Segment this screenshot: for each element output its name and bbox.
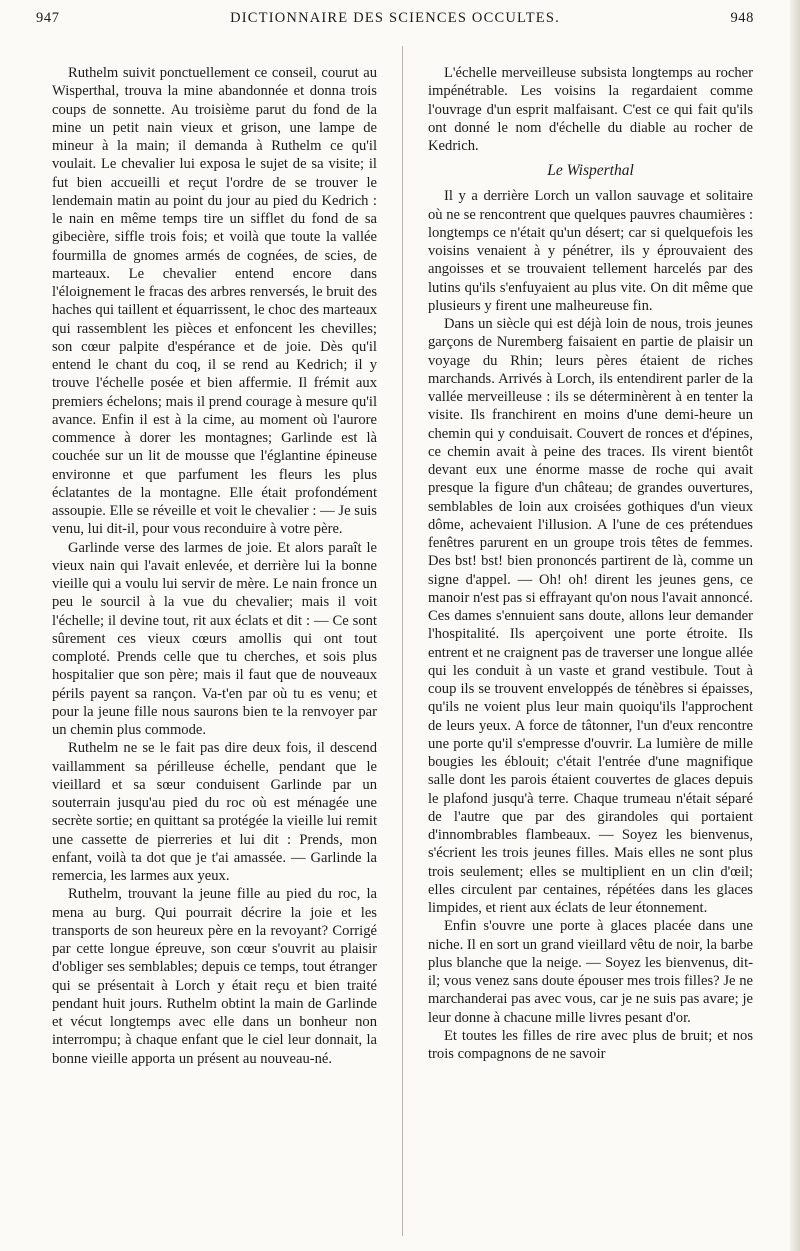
left-column bbox=[52, 64, 377, 1068]
paragraph: Il y a derrière Lorch un vallon sauvage et solitaire où ne se rencontrent que quelques pauvres chaumières : longtemps ce n'était qu'un désert; car si quelquefois les voisins venaient à y pénétrer, ils y éprouvaient des angoisses et se trouvaient tellement harcelés par des lutins qu'ils s'enfuyaient au plus vite. On dit même que plusieurs y firent une malheureuse fin. bbox=[428, 188, 753, 314]
right-column bbox=[428, 64, 753, 1063]
page-number-right: 948 bbox=[730, 10, 754, 26]
page-header bbox=[36, 10, 754, 34]
paragraph: Enfin s'ouvre une porte à glaces placée dans une niche. Il en sort un grand vieillard vêtu de noir, la barbe plus blanche que la neige. — Soyez les bienvenus, dit-il; vous venez sans doute épouser mes trois filles? Je ne marchanderai pas avec vous, car je ne suis pas avare; je leur donne à chacune mille livres pesant d'or. bbox=[428, 918, 753, 1026]
page-number-left: 947 bbox=[36, 10, 60, 26]
paragraph: Ruthelm, trouvant la jeune fille au pied du roc, la mena au burg. Qui pourrait décrire la joie et les transports de son heureux père en la revoyant? Corrigé par cette longue épreuve, son cœur s'ouvrit au plaisir d'obliger ses semblables; depuis ce temps, tout étranger qui se présentait à Lorch y était reçu et bien traité pendant huit jours. Ruthelm obtint la main de Garlinde et vécut longtemps avec elle dans un bonheur non interrompu; à chaque enfant que le ciel leur donnait, la bonne vieille apporta un présent au nouveau-né. bbox=[52, 886, 377, 1067]
paragraph: Et toutes les filles de rire avec plus de bruit; et nos trois compagnons de ne savoir bbox=[428, 1027, 753, 1062]
paragraph: Ruthelm ne se le fait pas dire deux fois, il descend vaillamment sa périlleuse échelle, pendant que le vieillard et sa sœur conduisent Garlinde par un souterrain jusqu'au pied du roc où est ménagée une secrète sortie; en quittant sa protégée la vieille lui remit une cassette de pierreries et lui dit : Prends, mon enfant, voilà ta dot que je t'ai amassée. — Garlinde la remercia, les larmes aux yeux. bbox=[52, 740, 377, 884]
paragraph: Garlinde verse des larmes de joie. Et alors paraît le vieux nain qui l'avait enlevée, et derrière lui la bonne vieille qui a voulu lui servir de mère. Le nain fronce un peu le sourcil à la vue du chevalier; mais il voit l'échelle; il devine tout, rit aux éclats et dit : — Ce sont sûrement ces vieux cœurs amollis qui ont tout comploté. Prends celle que tu cherches, et sois plus hospitalier que son père; mais il faut que de nouveaux périls payent sa rançon. Va-t'en par où tu es venu; et pour la jeune fille nous saurons bien te la renvoyer par un chemin plus commode. bbox=[52, 539, 377, 738]
paragraph: Ruthelm suivit ponctuellement ce conseil, courut au Wisperthal, trouva la mine abandonnée et donna trois coups de sonnette. Au troisième parut du fond de la mine un petit nain vieux et grison, une lampe de mineur à la main; il demanda à Ruthelm ce qu'il voulait. Le chevalier lui exposa le sujet de sa visite; il fut bien accueilli et reçut l'ordre de se trouver le lendemain matin au point du jour au pied du Kedrich : le nain en même temps tire un sifflet du fond de sa gibecière, siffle trois fois; et voilà que toute la vallée fourmilla de gnomes armés de cognées, de scies, de marteaux. Le chevalier entend encore dans l'éloignement le fracas des arbres renversés, le bruit des haches qui taillent et équarrissent, le choc des marteaux qui rassemblent les pièces et enfoncent les chevilles; son cœur palpite d'espérance et de joie. Dès qu'il entend le chant du coq, il se rend au Kedrich; il y trouve l'échelle posée et bien affermie. Il frémit aux premiers échelons; mais il prend courage à mesure qu'il avance. Enfin il est à la cime, au moment où l'aurore commence à dorer les montagnes; Garlinde est là couchée sur un lit de mousse que l'églantine épineuse environne et que parfument les fleurs les plus éclatantes de la montagne. Elle était profondément assoupie. Elle se réveille et voit le chevalier : — Je suis venu, lui dit-il, pour vous reconduire à votre père. bbox=[52, 65, 377, 538]
section-heading: Le Wisperthal bbox=[547, 162, 634, 180]
paragraph: Dans un siècle qui est déjà loin de nous, trois jeunes garçons de Nuremberg faisaient en partie de plaisir un voyage du Rhin; leurs pères étaient de riches marchands. Arrivés à Lorch, ils entendirent parler de la vallée merveilleuse : ils se déterminèrent à en tenter la visite. Ils franchirent en moins d'une demi-heure un chemin qui y conduisait. Couvert de ronces et d'épines, ce chemin avait à peine des traces. Ils virent bientôt devant eux une énorme masse de roche qui avait presque la figure d'un château; de grandes ouvertures, semblables de loin aux croisées gothiques d'un vieux dôme, achevaient l'illusion. A l'une de ces prétendues fenêtres parurent en un groupe trois têtes de femmes. Des bst! bst! bien prononcés partirent de là, comme un signe d'appel. — Oh! oh! dirent les jeunes gens, ce manoir n'est pas si effrayant qu'on nous l'avait annoncé. Ces dames s'ennuient sans doute, allons leur demander l'hospitalité. Ils aperçoivent une porte étroite. Ils entrent et ne craignent pas de traverser une longue allée qui les conduit à un vaste et grand vestibule. Tout à coup ils se trouvent enveloppés de ténèbres si épaisses, qu'ils ne voient plus leur main quoiqu'ils l'approchent de leurs yeux. A force de tâtonner, l'un d'eux rencontre une porte qu'il s'empresse d'ouvrir. La lumière de mille bougies les éblouit; c'était l'entrée d'une magnifique salle dont les parois étaient couvertes de glaces depuis le plafond jusqu'à terre. Chaque trumeau n'était séparé de l'autre que par des girandoles qui portaient d'innombrables flambeaux. — Soyez les bienvenus, s'écrient les trois jeunes filles. Mais elles ne sont plus trois seulement; elles se multiplient en un clin d'œil; elles circulent par centaines, répétées dans les glaces limpides, et rient aux éclats de leur étonnement. bbox=[428, 316, 753, 916]
page-edge-shadow bbox=[790, 0, 800, 1251]
column-divider bbox=[402, 46, 403, 1236]
paragraph: L'échelle merveilleuse subsista longtemps au rocher impénétrable. Les voisins la regardaient comme l'ouvrage d'un esprit malfaisant. C'est ce qui fait qu'ils ont donné le nom d'échelle du diable au rocher de Kedrich. bbox=[428, 65, 753, 154]
running-title: DICTIONNAIRE DES SCIENCES OCCULTES. bbox=[230, 10, 560, 26]
